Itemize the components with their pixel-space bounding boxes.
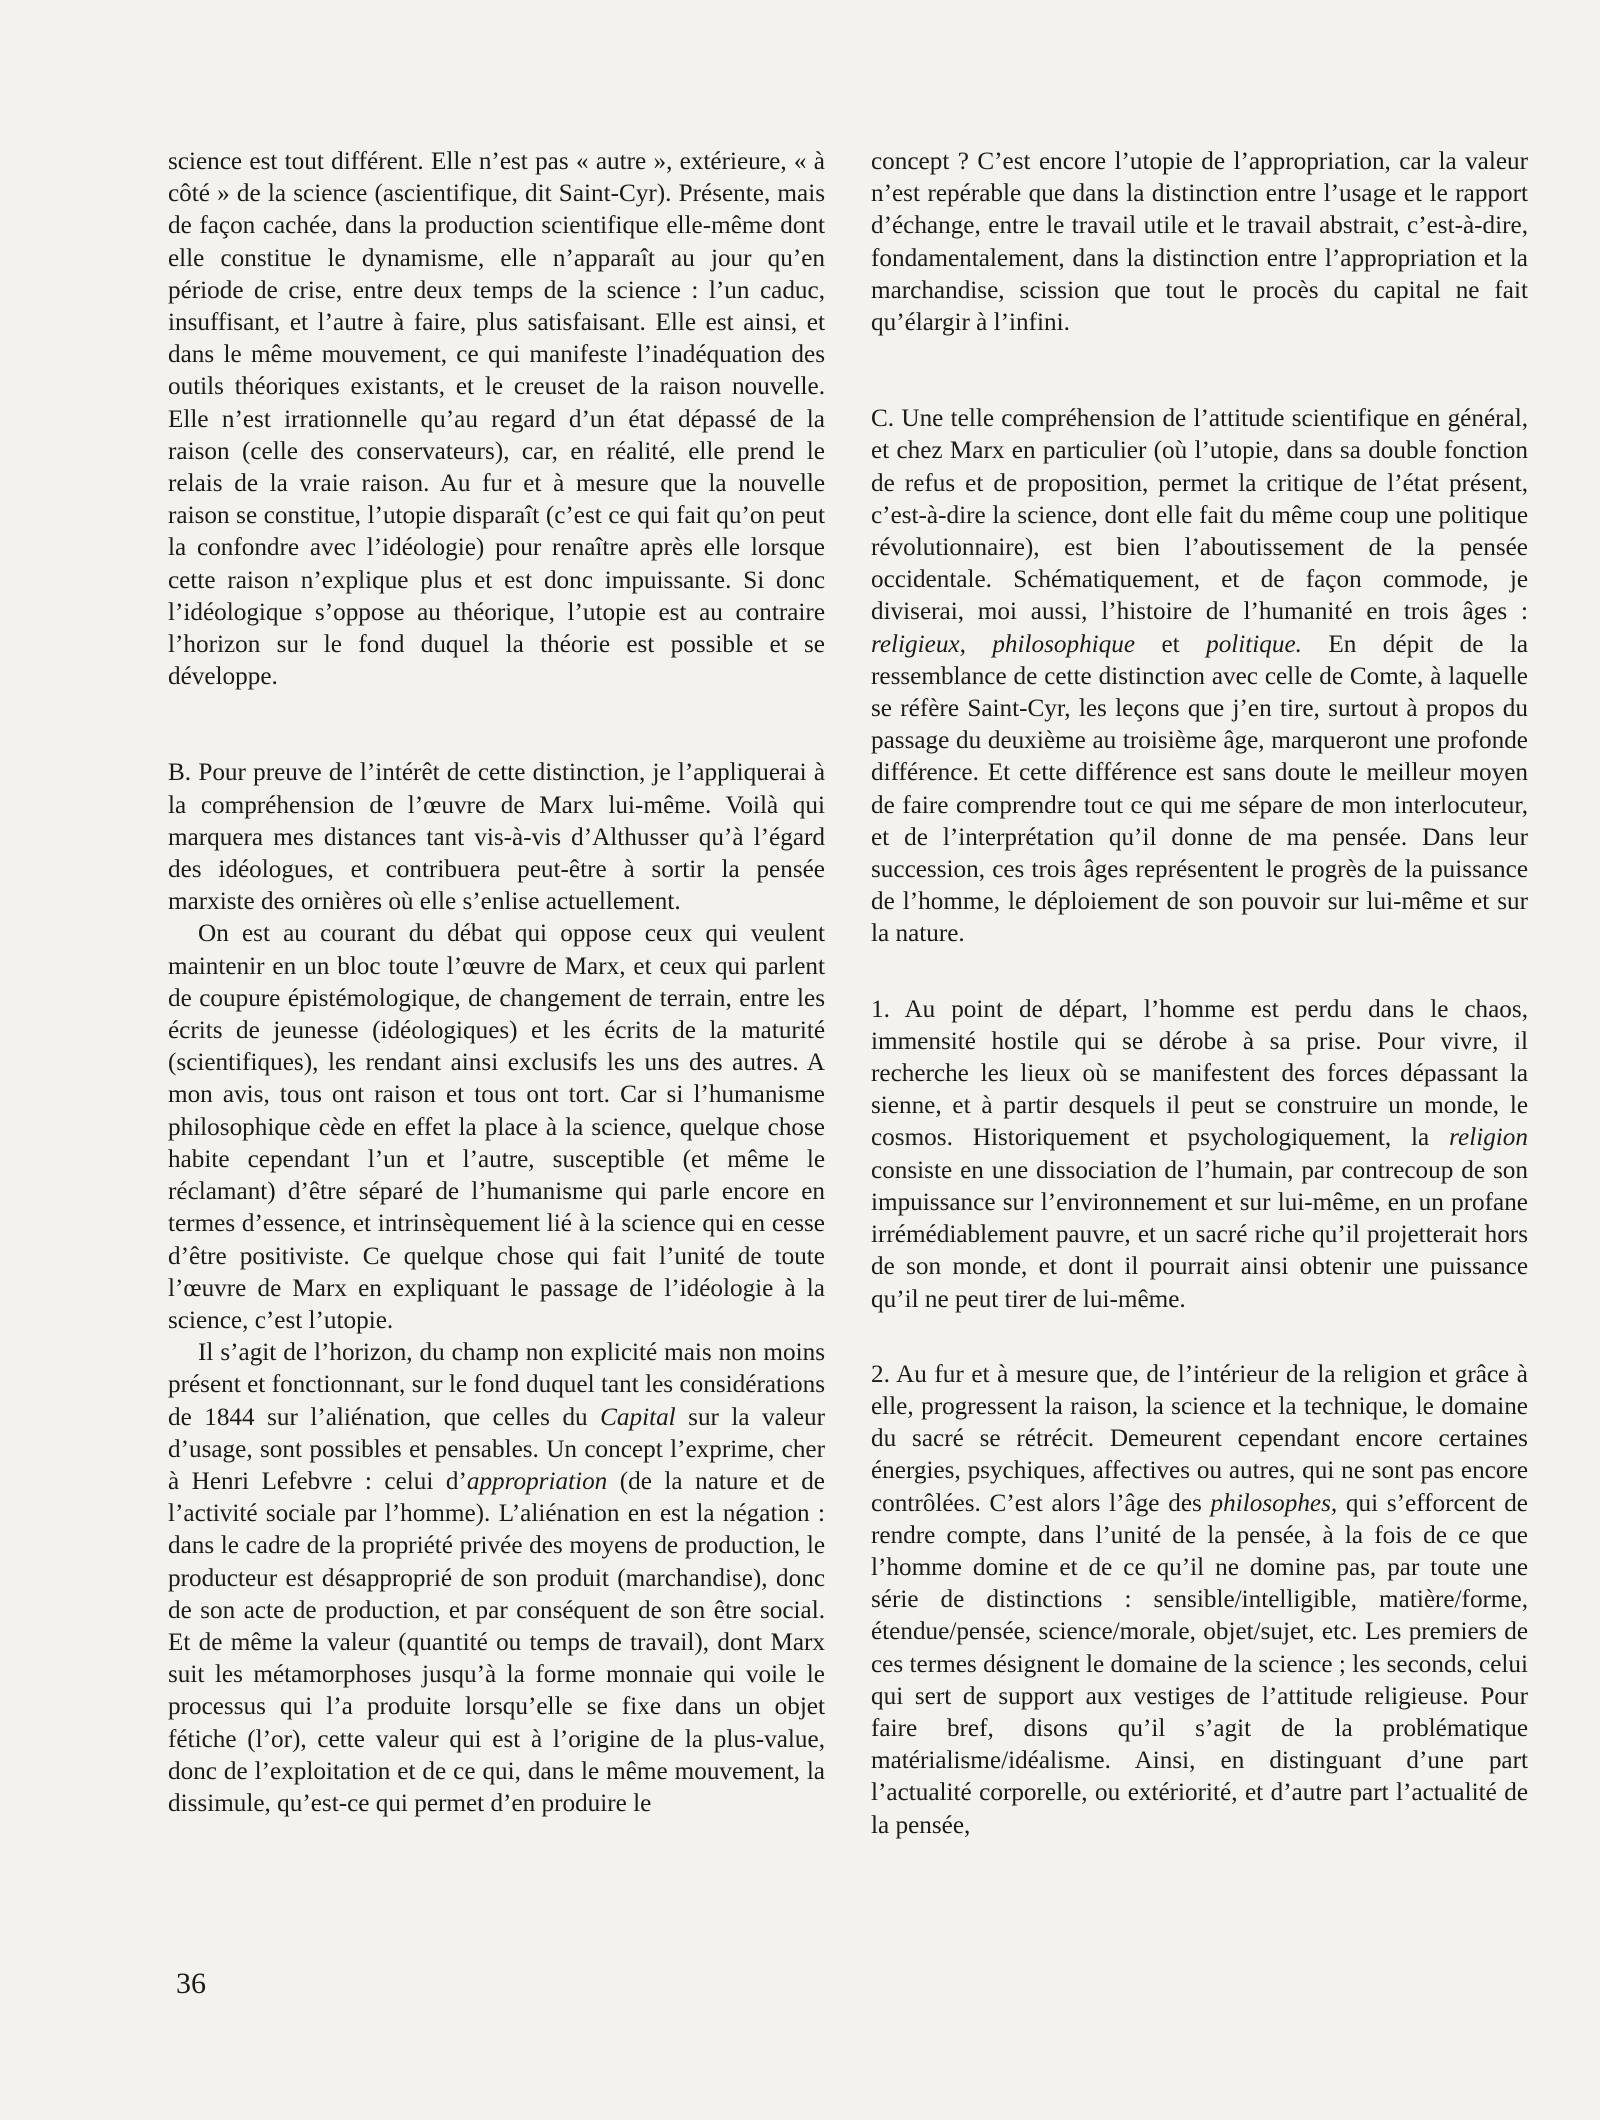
left-paragraph-2: B. Pour preuve de l’intérêt de cette distinction, je l’appliquerai à la compréhension de l’œuvre de Marx lui-même. Voilà qui marquera mes distances tant vis-à-vis d’Althusser qu’à l’égard des idéologues, et contribuera peut-être à sortir la pensée marxiste des ornières où elle s’enlise actuellement. xyxy=(168,759,825,916)
emphasis-appropriation: appropriation xyxy=(466,1467,608,1495)
left-paragraph-1: science est tout différent. Elle n’est pas « autre », extérieure, « à côté » de la science (ascientifique, dit Saint-Cyr). Présente, mais de façon cachée, dans la production scientifique elle-même dont elle constitue le dynamisme, elle n’apparaît au jour qu’en période de crise, entre deux temps de la science : l’un caduc, insuffisant, et l’autre à faire, plus satisfaisant. Elle est ainsi, et dans le même mouvement, ce qui manifeste l’inadéquation des outils théoriques existants, et le creuset de la raison nouvelle. Elle n’est irrationnelle qu’au regard d’un état dépassé de la raison (celle des conservateurs), car, en réalité, elle prend le relais de la vraie raison. Au fur et à mesure que la nouvelle raison se constitue, l’utopie disparaît (c’est ce qui fait qu’on peut la confondre avec l’idéologie) pour renaître après elle lorsque cette raison n’explique plus et est donc impuissante. Si donc l’idéologique s’oppose au théorique, l’utopie est au contraire l’horizon sur le fond duquel la théorie est possible et se développe. xyxy=(168,148,825,691)
text-run: qui s’efforcent de rendre compte, dans l’unité de la pensée, à la fois de ce que l’homme domine et de ce qu’il ne domine pas, par toute une série de distinctions : sensible/intelligible, matière/forme, étendue/pensée, science/morale, objet/sujet, etc. Les premiers de ces termes désignent le domaine de la science ; les seconds, celui qui sert de support aux vestiges de l’attitude religieuse. Pour faire bref, disons qu’il s’agit de la problématique matérialisme/idéalisme. Ainsi, en distinguant d’une part l’actualité corporelle, ou extériorité, et d’autre part l’actualité de la pensée, xyxy=(871,1489,1528,1839)
emphasis-philosophes: philosophes, xyxy=(1210,1489,1338,1517)
right-paragraph-2 xyxy=(871,403,1528,950)
emphasis-politique: politique. xyxy=(1206,630,1302,658)
text-run: C. Une telle compréhension de l’attitude scientifique en général, et chez Marx en particulier (où l’utopie, dans sa double fonction de refus et de proposition, permet la critique de l’état présent, c’est-à-dire la science, dont elle fait du même coup une politique révolutionnaire), est bien l’aboutissement de la pensée occidentale. Schématiquement, et de façon commode, je diviserai, moi aussi, l’histoire de l’humanité en trois âges : xyxy=(871,405,1528,626)
left-paragraph-3: On est au courant du débat qui oppose ceux qui veulent maintenir en un bloc toute l’œuvre de Marx, et ceux qui parlent de coupure épistémologique, de changement de terrain, entre les écrits de jeunesse (idéologiques) et les écrits de la maturité (scientifiques), les rendant ainsi exclusifs les uns des autres. A mon avis, tous ont raison et tous ont tort. Car si l’humanisme philosophique cède en effet la place à la science, quelque chose habite cependant l’un et l’autre, susceptible (et même le réclamant) d’être séparé de l’humanisme qui parle encore en termes d’essence, et intrinsèquement lié à la science qui en cesse d’être positiviste. Ce quelque chose qui fait l’unité de toute l’œuvre de Marx en expliquant le passage de l’idéologie à la science, c’est l’utopie. xyxy=(168,920,825,1334)
emphasis-religieux-philosophique: religieux, philosophique xyxy=(871,630,1136,658)
text-run: et xyxy=(1135,630,1207,658)
right-column xyxy=(871,146,1528,1842)
text-run: consiste en une dissociation de l’humain, par contrecoup de son impuissance sur l’environnement et sur lui-même, en un profane irrémédiablement pauvre, et un sacré riche qu’il projetterait hors de son monde, et dont il pourrait ainsi obtenir une puissance qu’il ne peut tirer de lui-même. xyxy=(871,1156,1528,1313)
left-column xyxy=(168,146,825,1820)
right-paragraph-3 xyxy=(871,994,1528,1316)
text-run: Il s’agit de l’horizon, du champ non explicité mais non moins présent et fonctionnant, sur le fond duquel tant les considérations de 1844 sur l’aliénation, que celles du xyxy=(168,1339,825,1431)
text-run: En dépit de la ressemblance de cette distinction avec celle de Comte, à laquelle se réfère Saint-Cyr, les leçons que j’en tire, surtout à propos du passage du deuxième au troisième âge, marqueront une profonde différence. Et cette différence est sans doute le meilleur moyen de faire comprendre tout ce qui me sépare de mon interlocuteur, et de l’interprétation qu’il donne de ma pensée. Dans leur succession, ces trois âges représentent le progrès de la puissance de l’homme, le déploiement de son pouvoir sur lui-même et sur la nature. xyxy=(871,630,1528,948)
left-paragraph-4 xyxy=(168,1337,825,1820)
text-run: sur la valeur d’usage, sont possibles et pensables. Un concept l’exprime, cher à Henri Lefebvre : celui d’ xyxy=(168,1403,825,1495)
right-paragraph-1: concept ? C’est encore l’utopie de l’appropriation, car la valeur n’est repérable que dans la distinction entre l’usage et le rapport d’échange, entre le travail utile et le travail abstrait, c’est-à-dire, fondamentalement, dans la distinction entre l’appropriation et la marchandise, scission que tout le procès du capital ne fait qu’élargir à l’infini. xyxy=(871,148,1528,337)
page-number: 36 xyxy=(176,1967,206,2000)
emphasis-capital: Capital xyxy=(600,1403,676,1431)
text-run: 2. Au fur et à mesure que, de l’intérieur de la religion et grâce à elle, progressent la raison, la science et la technique, le domaine du sacré se rétrécit. Demeurent cependant encore certaines énergies, psychiques, affectives ou autres, qui ne sont pas encore contrôlées. C’est alors l’âge des xyxy=(871,1360,1528,1517)
emphasis-religion: religion xyxy=(1449,1124,1528,1152)
text-run: 1. Au point de départ, l’homme est perdu dans le chaos, immensité hostile qui se dérobe à sa prise. Pour vivre, il recherche les lieux où se manifestent des forces dépassant la sienne, et à partir desquels il peut se construire un monde, le cosmos. Historiquement et psychologiquement, la xyxy=(871,995,1528,1152)
right-paragraph-4 xyxy=(871,1359,1528,1842)
text-run: (de la nature et de l’activité sociale par l’homme). L’aliénation en est la négation : dans le cadre de la propriété privée des moyens de production, le producteur est désapproprié de son produit (marchandise), donc de son acte de production, et par conséquent de son être social. Et de même la valeur (quantité ou temps de travail), dont Marx suit les métamorphoses jusqu’à la forme monnaie qui voile le processus qui l’a produite lorsqu’elle se fixe dans un objet fétiche (l’or), cette valeur qui est à l’origine de la plus-value, donc de l’exploitation et de ce qui, dans le même mouvement, la dissimule, qu’est-ce qui permet d’en produire le xyxy=(168,1467,825,1817)
